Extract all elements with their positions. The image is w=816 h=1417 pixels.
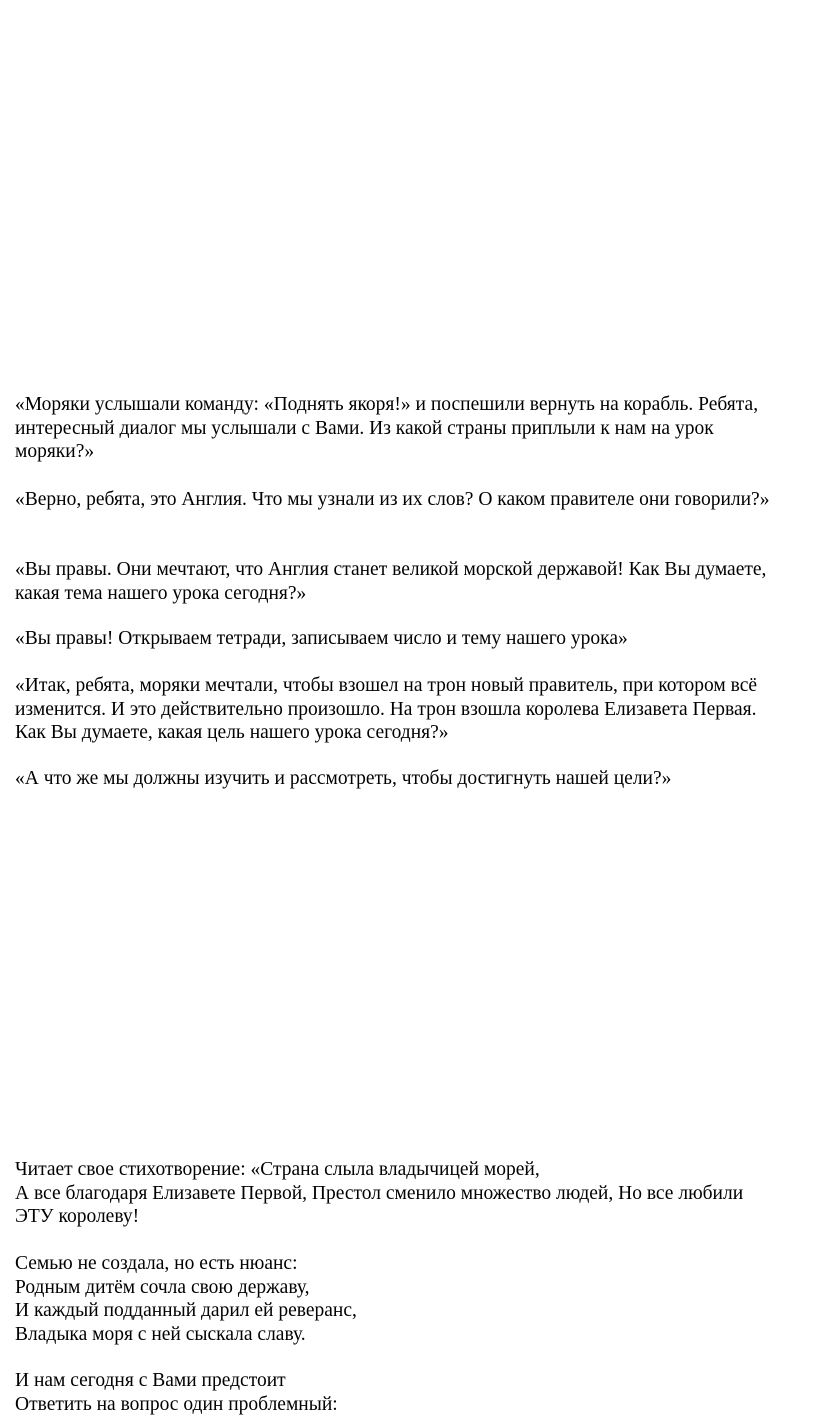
text-line: Читает свое стихотворение: «Страна слыла владычицей морей, — [15, 1159, 540, 1180]
poem-stanza-3 — [15, 1369, 805, 1416]
poem-stanza-2 — [15, 1252, 805, 1346]
paragraph-notebooks — [15, 627, 805, 651]
paragraph-lesson-topic — [15, 558, 805, 605]
paragraph-sailors-question — [15, 393, 805, 464]
text-line: изменится. И это действительно произошло. На трон взошла королева Елизавета Первая. — [15, 698, 757, 720]
text-line: моряки?» — [15, 441, 95, 463]
text-line: Семью не создала, но есть нюанс: — [15, 1253, 298, 1274]
text-line: И каждый подданный дарил ей реверанс, — [15, 1300, 357, 1322]
text-line: Ответить на вопрос один проблемный: — [15, 1393, 338, 1415]
poem-stanza-1 — [15, 1158, 805, 1229]
text-line: Как Вы думаете, какая цель нашего урока сегодня?» — [15, 722, 449, 744]
text-line: «Верно, ребята, это Англия. Что мы узнали из их слов? О каком правителе они говорили?» — [15, 489, 770, 510]
text-line: И нам сегодня с Вами предстоит — [15, 1370, 286, 1391]
text-line: А все благодаря Елизавете Первой, Престол сменило множество людей, Но все любили — [15, 1182, 744, 1204]
text-line: «Итак, ребята, моряки мечтали, чтобы взошел на трон новый правитель, при котором всё — [15, 675, 758, 696]
text-line: «А что же мы должны изучить и рассмотреть, чтобы достигнуть нашей цели?» — [15, 768, 672, 789]
text-line: интересный диалог мы услышали с Вами. Из какой страны приплыли к нам на урок — [15, 417, 714, 439]
paragraph-lesson-goal — [15, 674, 805, 745]
paragraph-england-question — [15, 488, 805, 512]
text-line: «Моряки услышали команду: «Поднять якоря!» и поспешили вернуть на корабль. Ребята, — [15, 394, 759, 415]
text-line: какая тема нашего урока сегодня?» — [15, 582, 307, 604]
paragraph-study-question — [15, 767, 805, 791]
text-line: «Вы правы. Они мечтают, что Англия станет великой морской державой! Как Вы думаете, — [15, 559, 767, 580]
text-line: «Вы правы! Открываем тетради, записываем число и тему нашего урока» — [15, 628, 628, 649]
text-line: Родным дитём сочла свою державу, — [15, 1276, 310, 1298]
text-line: ЭТУ королеву! — [15, 1206, 140, 1228]
text-line: Владыка моря с ней сыскала славу. — [15, 1323, 306, 1345]
